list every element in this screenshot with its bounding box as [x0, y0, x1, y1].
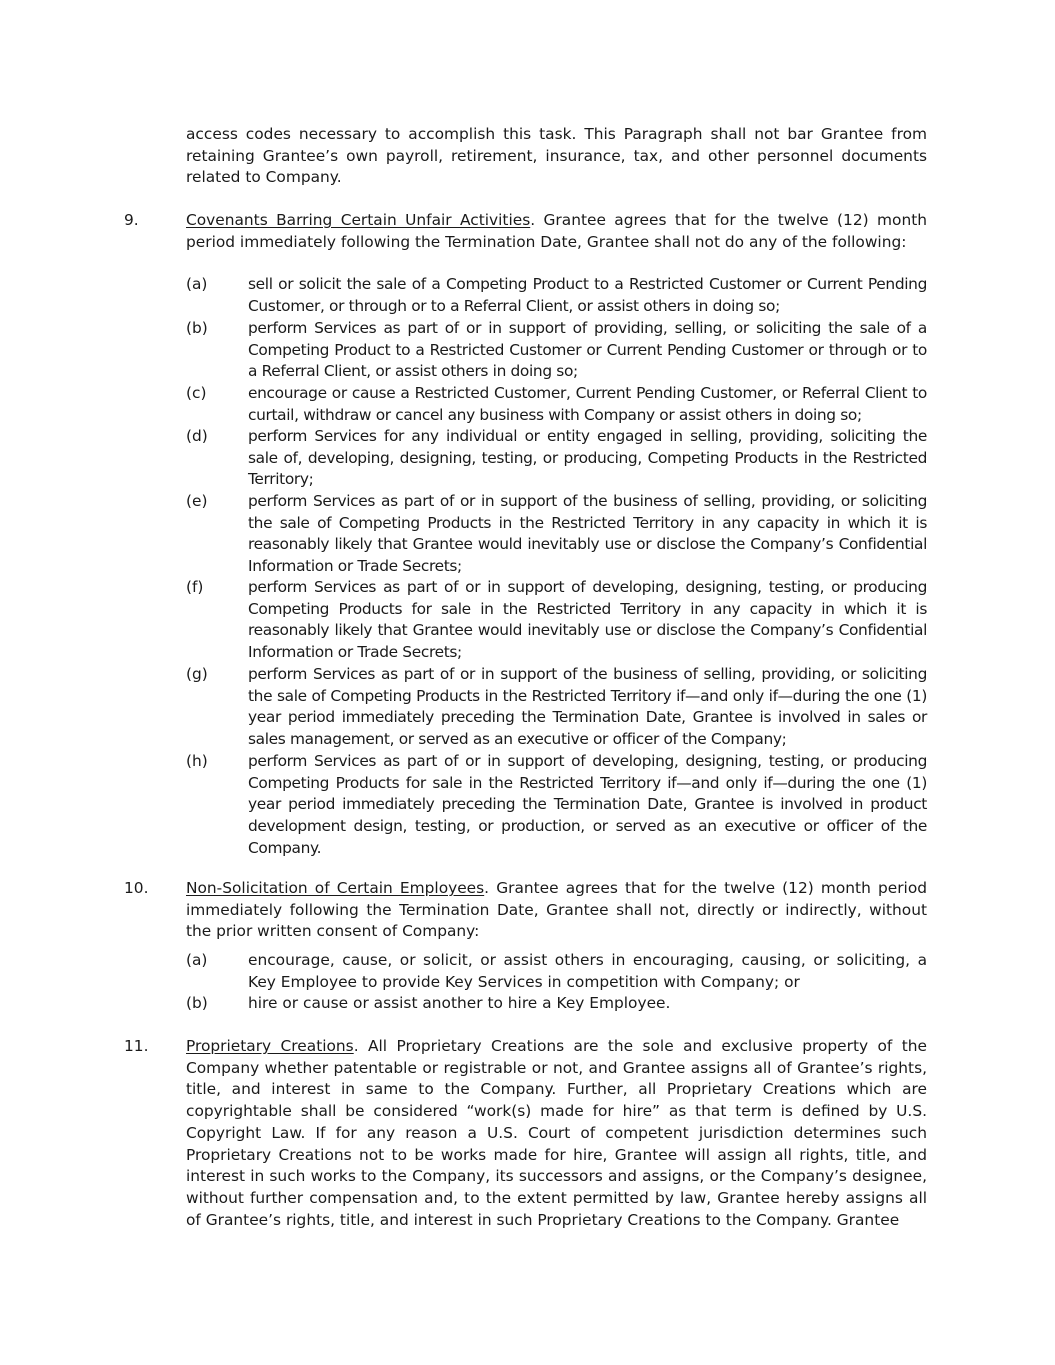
section-9-item-a	[186, 274, 927, 317]
item-label: (b)	[186, 994, 208, 1012]
item-text: perform Services as part of or in support of developing, designing, testing, or producing Competing Products for sale in the Restricted Territory if—and only if—during the one (1) year period immediately preceding the Termination Date, Grantee is involved in product development design, testing, or production, or served as an executive or officer of the Company.	[248, 752, 927, 857]
item-label: (g)	[186, 665, 208, 683]
intro-text: access codes necessary to accomplish this task. This Paragraph shall not bar Grantee from retaining Grantee’s own payroll, retirement, insurance, tax, and other personnel documents related to Company.	[186, 125, 927, 187]
section-9-item-c	[186, 383, 927, 426]
item-text: perform Services for any individual or entity engaged in selling, providing, soliciting the sale of, developing, designing, testing, or producing, Competing Products in the Restricted Territory;	[248, 427, 927, 489]
item-label: (d)	[186, 427, 208, 445]
item-label: (a)	[186, 275, 208, 293]
item-label: (b)	[186, 319, 208, 337]
section-10-item-a	[186, 950, 927, 993]
section-9-item-f	[186, 577, 927, 664]
section-10-paragraph	[186, 878, 927, 943]
item-text: perform Services as part of or in support of developing, designing, testing, or producing Competing Products for sale in the Restricted Territory in any capacity in which it is reasonably likely that Grantee would inevitably use or disclose the Company’s Confidential Information or Trade Secrets;	[248, 578, 927, 662]
section-9-heading: Covenants Barring Certain Unfair Activities	[186, 211, 531, 229]
item-label: (c)	[186, 384, 207, 402]
item-label: (f)	[186, 578, 204, 596]
section-9-paragraph	[186, 210, 927, 253]
item-text: perform Services as part of or in support of the business of selling, providing, or soliciting the sale of Competing Products in the Restricted Territory if—and only if—during the one (1) year period immediately preceding the Termination Date, Grantee is involved in sales or sales management, or served as an executive or officer of the Company;	[248, 665, 927, 749]
item-text: perform Services as part of or in support of providing, selling, or soliciting the sale of a Competing Product to a Restricted Customer or Current Pending Customer or through or to a Referral Client, or assist others in doing so;	[248, 319, 927, 381]
section-10-body: . Grantee agrees that for the twelve (12) month period immediately following the Termination Date, Grantee shall not, directly or indirectly, without the prior written consent of Company:	[186, 879, 927, 941]
item-label: (e)	[186, 492, 208, 510]
item-label: (a)	[186, 951, 208, 969]
item-text: encourage, cause, or solicit, or assist others in encouraging, causing, or soliciting, a Key Employee to provide Key Services in competition with Company; or	[248, 951, 927, 991]
section-11-heading: Proprietary Creations	[186, 1037, 354, 1055]
section-9-item-g	[186, 664, 927, 751]
section-11-number: 11.	[124, 1037, 149, 1055]
item-text: perform Services as part of or in support of the business of selling, providing, or soliciting the sale of Competing Products in the Restricted Territory in any capacity in which it is reasonably likely that Grantee would inevitably use or disclose the Company’s Confidential Information or Trade Secrets;	[248, 492, 927, 576]
item-label: (h)	[186, 752, 208, 770]
section-9-item-d	[186, 426, 927, 491]
section-10-item-b	[186, 993, 927, 1015]
item-text: sell or solicit the sale of a Competing Product to a Restricted Customer or Current Pending Customer, or through or to a Referral Client, or assist others in doing so;	[248, 275, 927, 315]
section-11-body: . All Proprietary Creations are the sole and exclusive property of the Company whether patentable or registrable or not, and Grantee assigns all of Grantee’s rights, title, and interest in same to the Company. Further, all Proprietary Creations which are copyrightable shall be considered “work(s) made for hire” as that term is defined by U.S. Copyright Law. If for any reason a U.S. Court of competent jurisdiction determines such Proprietary Creations not to be works made for hire, Grantee will assign all rights, title, and interest in such works to the Company, its successors and assigns, or the Company’s designee, without further compensation and, to the extent permitted by law, Grantee hereby assigns all of Grantee’s rights, title, and interest in such Proprietary Creations to the Company. Grantee	[186, 1037, 927, 1229]
section-10-number: 10.	[124, 879, 149, 897]
section-10-heading: Non-Solicitation of Certain Employees	[186, 879, 485, 897]
section-9-body: . Grantee agrees that for the twelve (12) month period immediately following the Termination Date, Grantee shall not do any of the following:	[186, 211, 927, 251]
section-9-item-h	[186, 751, 927, 860]
item-text: encourage or cause a Restricted Customer, Current Pending Customer, or Referral Client to curtail, withdraw or cancel any business with Company or assist others in doing so;	[248, 384, 927, 424]
item-text: hire or cause or assist another to hire a Key Employee.	[248, 994, 671, 1012]
section-9-number: 9.	[124, 211, 139, 229]
section-9-item-b	[186, 318, 927, 383]
intro-paragraph	[186, 124, 927, 189]
section-11-paragraph	[186, 1036, 927, 1231]
section-9-item-e	[186, 491, 927, 578]
